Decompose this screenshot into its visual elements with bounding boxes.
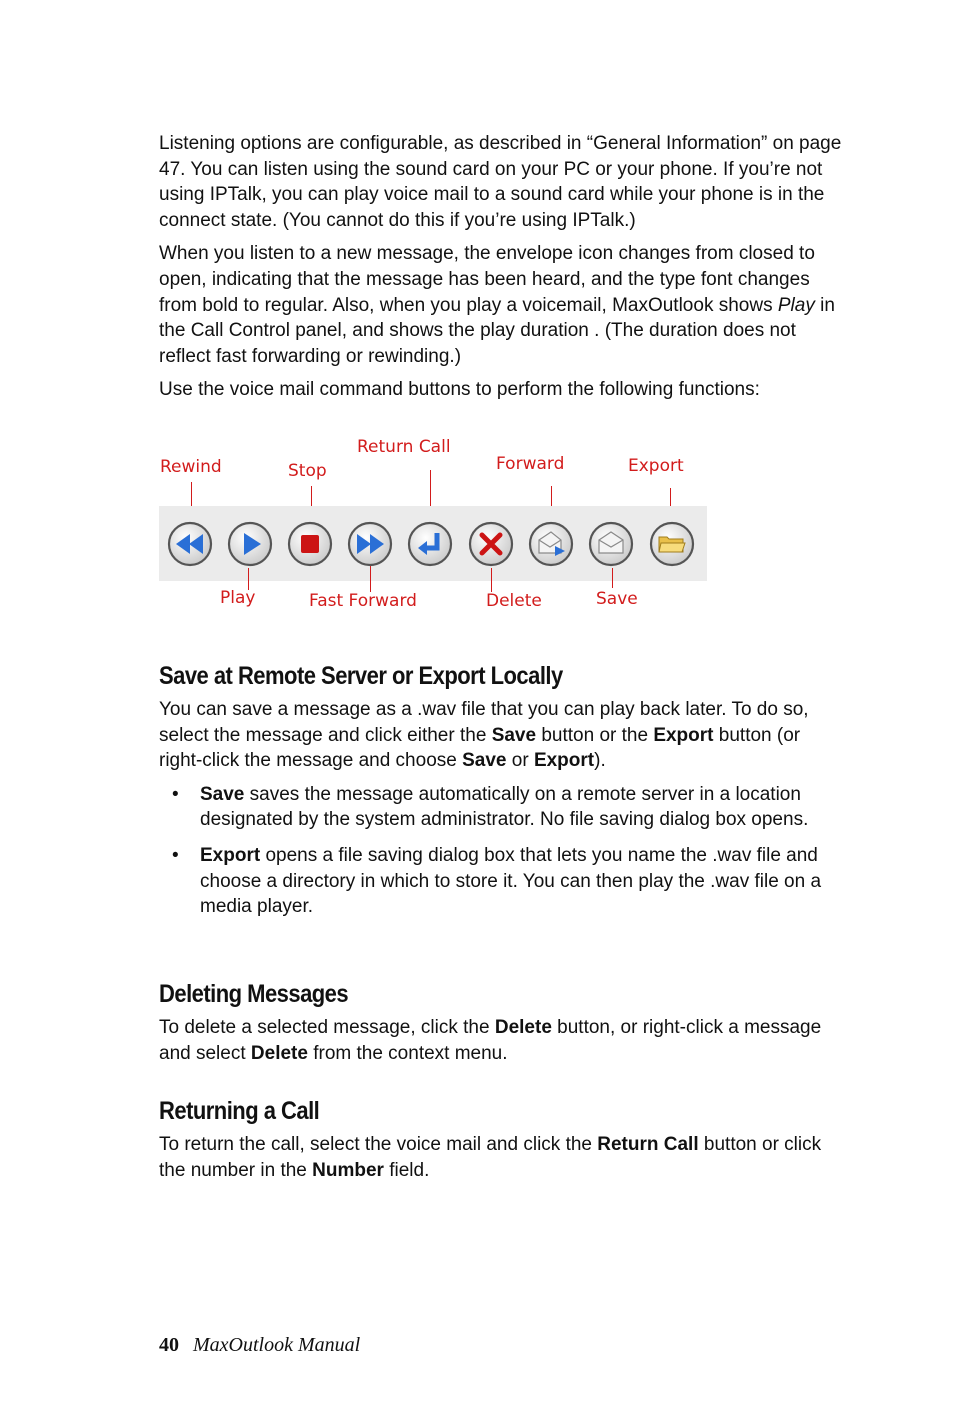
bold-export: Export [533,750,595,772]
rewind-icon [166,520,214,568]
bullet-export [159,843,843,920]
folder-icon [648,520,696,568]
delete-button[interactable] [467,520,515,568]
leader-line-play [248,568,249,590]
fast-forward-button[interactable] [346,520,394,568]
save-export-section [159,662,843,930]
delete-paragraph [159,1015,843,1066]
stop-icon [286,520,334,568]
play-button[interactable] [226,520,274,568]
text-run: saves the message automatically on a remote server in a location designated by the system administrator. No file saving dialog box opens. [200,783,809,831]
return-arrow-icon [406,520,454,568]
text-run: To delete a selected message, click the [159,1017,495,1038]
play-emphasis: Play [777,294,815,316]
bold-delete: Delete [494,1017,552,1038]
bold-save: Save [491,724,537,746]
bold-export: Export [200,844,261,866]
delete-section [159,980,843,1074]
forward-envelope-icon [527,520,575,568]
save-export-bullet-list [159,782,843,920]
section-heading-delete: Deleting Messages [159,980,349,1008]
text-run: button (or right-click the message and choose [159,724,801,772]
section-heading-save-export: Save at Remote Server or Export Locally [159,662,563,690]
leader-line-delete [491,568,492,592]
stop-button[interactable] [286,520,334,568]
intro-paragraph-2-text-end: in the Call Control panel, and shows the play duration . (The duration does not reflect fast forwarding or rewinding.) [159,294,835,367]
voicemail-toolbar-diagram [159,430,719,620]
label-delete: Delete [486,591,542,611]
bullet-dot: • [172,783,179,805]
leader-line-save [612,568,613,588]
manual-title: MaxOutlook Manual [193,1334,361,1356]
bullet-save [159,782,843,833]
leader-line-export [670,488,671,508]
text-run: or [506,750,534,772]
export-button[interactable] [648,520,696,568]
section-heading-return-call: Returning a Call [159,1097,320,1125]
intro-paragraph-1: Listening options are configurable, as described in “General Information” on page 47. You can listen using the sound card on your PC or your phone. If you’re not using IPTalk, you can play voice mail to a sound card while your phone is in the connect state. (You cannot do this if you’re using IPTalk.) [159,133,842,231]
text-run: opens a file saving dialog box that lets you name the .wav file and choose a directory in which to store it. You can then play the .wav file on a media player. [200,844,822,918]
bold-return-call: Return Call [597,1134,699,1155]
bold-export: Export [653,724,714,746]
label-fast-forward: Fast Forward [309,591,417,611]
text-run: field. [383,1159,430,1181]
label-rewind: Rewind [160,457,222,477]
return-call-button[interactable] [406,520,454,568]
label-save: Save [596,589,638,609]
intro-paragraph-3: Use the voice mail command buttons to perform the following functions: [159,379,760,401]
text-run: button or the [536,724,654,746]
leader-line-fast-forward [370,566,371,592]
text-run: ). [594,750,606,772]
return-call-paragraph [159,1132,843,1183]
delete-x-icon [467,520,515,568]
bold-number: Number [312,1159,384,1181]
intro-paragraph-2-text: When you listen to a new message, the envelope icon changes from closed to open, indicating that the message has been heard, and the type font changes from bold to regular. Also, when you play a voicemail, MaxOutlook shows [159,243,815,316]
return-call-section [159,1097,843,1191]
text-run: button or click the number in the [159,1134,822,1181]
page-number: 40 [159,1334,179,1356]
bold-save: Save [200,783,245,805]
intro-paragraph-2 [159,241,843,369]
save-export-paragraph [159,697,843,774]
label-stop: Stop [288,461,327,481]
envelope-icon [587,520,635,568]
bold-delete: Delete [250,1042,308,1064]
label-export: Export [628,456,684,476]
fast-forward-icon [346,520,394,568]
intro-section [159,131,843,411]
text-run: from the context menu. [307,1042,508,1064]
label-play: Play [220,588,256,608]
play-icon [226,520,274,568]
label-return-call: Return Call [357,437,451,457]
bullet-dot: • [172,844,179,866]
forward-button[interactable] [527,520,575,568]
save-button[interactable] [587,520,635,568]
label-forward: Forward [496,454,565,474]
text-run: button, or right-click a message and select [159,1017,822,1064]
text-run: To return the call, select the voice mail and click the [159,1134,598,1155]
bold-save: Save [462,750,507,772]
page-footer [159,1334,360,1357]
text-run: You can save a message as a .wav file that you can play back later. To do so, select the message and click either the [159,699,809,746]
rewind-button[interactable] [166,520,214,568]
